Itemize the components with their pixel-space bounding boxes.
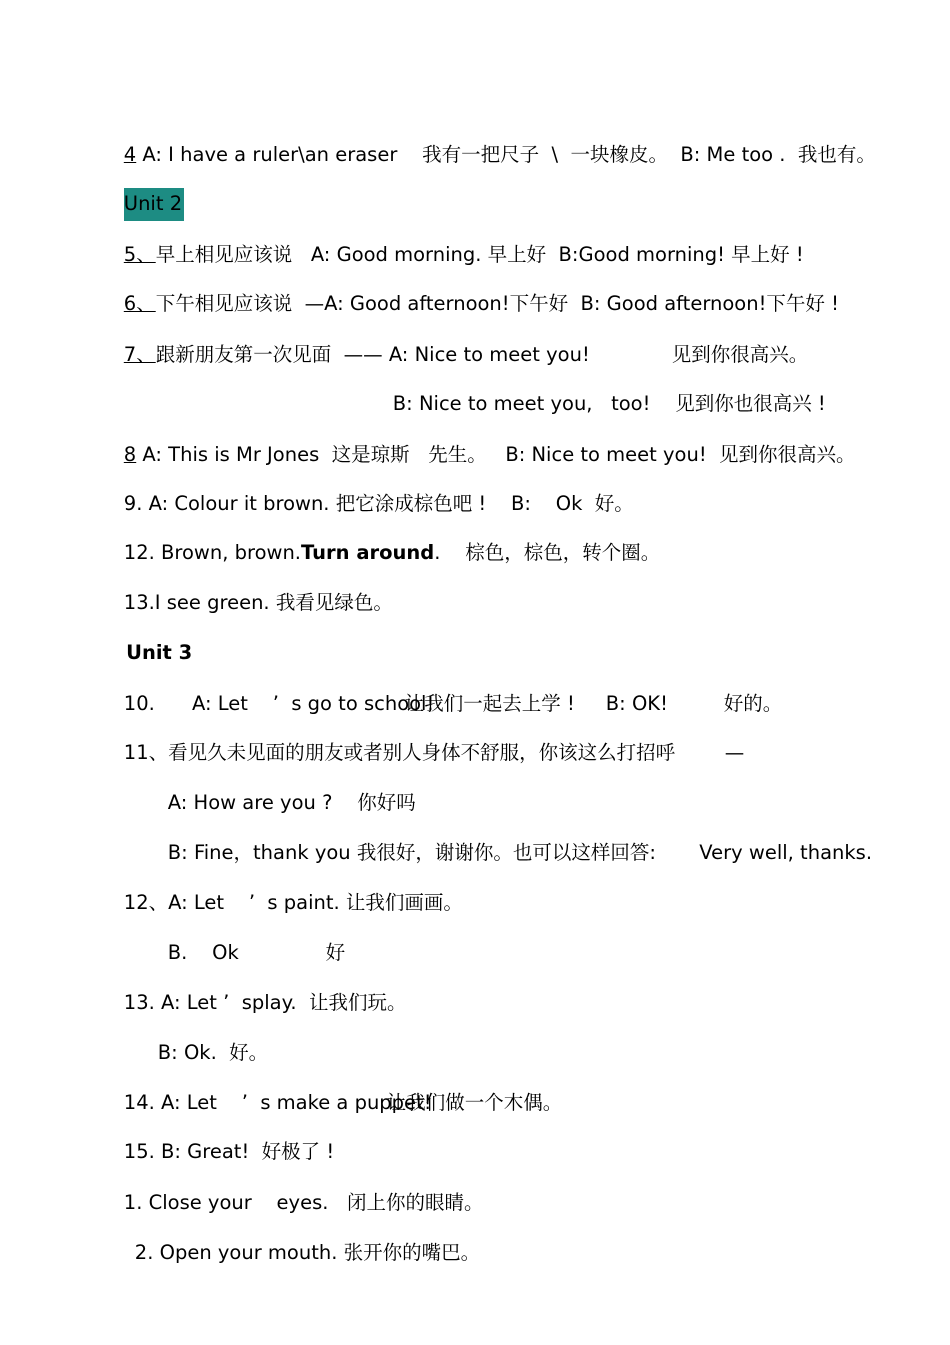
translation-text: 让我们一起去上学 ! B: OK! 好的。 xyxy=(404,692,783,715)
unit-2-label: Unit 2 xyxy=(124,188,184,221)
sentence-text: 12. Brown, brown. xyxy=(123,541,302,564)
item-number: 5、 xyxy=(123,243,156,266)
bold-phrase: Turn around xyxy=(301,541,435,564)
line-2-open-mouth xyxy=(110,1214,950,1292)
sentence-text: 12、A: Let ’ s paint. 让我们画画。 xyxy=(123,891,463,914)
sentence-text: . 棕色，棕色，转个圈。 xyxy=(434,541,661,564)
sentence-text: 14. A: Let ’ s make a puppet! xyxy=(123,1091,432,1114)
sentence-text: 1. Close your eyes. 闭上你的眼睛。 xyxy=(123,1191,484,1214)
sentence-text: 13.I see green. 我看见绿色。 xyxy=(123,591,393,614)
item-number: 4 xyxy=(123,143,137,166)
sentence-text: 下午相见应该说 —A: Good afternoon!下午好 B: Good afternoon!下午好 ! xyxy=(155,292,839,315)
sentence-text: 11、看见久未见面的朋友或者别人身体不舒服，你该这么打招呼 — xyxy=(123,741,745,764)
sentence-text: 早上相见应该说 A: Good morning. 早上好 B:Good morning! 早上好 ! xyxy=(155,243,804,266)
sentence-text: 9. A: Colour it brown. 把它涂成棕色吧 ! B: Ok 好。 xyxy=(123,492,634,515)
sentence-text: 15. B: Great! 好极了 ! xyxy=(123,1140,335,1163)
sentence-text: 2. Open your mouth. 张开你的嘴巴。 xyxy=(134,1241,481,1264)
sentence-text: 跟新朋友第一次见面 —— A: Nice to meet you! xyxy=(155,343,590,366)
translation-text: 见到你很高兴。 xyxy=(671,343,809,366)
item-number: 8 xyxy=(123,443,137,466)
sentence-text: 13. A: Let ’ splay. 让我们玩。 xyxy=(123,991,407,1014)
sentence-text: A: I have a ruler\an eraser 我有一把尺子 \ 一块橡皮。 B: Me too . 我也有。 xyxy=(136,143,876,166)
translation-text: 让我们做一个木偶。 xyxy=(386,1091,563,1114)
sentence-text: A: How are you ? 你好吗 xyxy=(167,791,416,814)
sentence-text: B. Ok 好 xyxy=(167,941,346,964)
unit-3-label: Unit 3 xyxy=(126,641,193,664)
sentence-text: A: This is Mr Jones 这是琼斯 先生。 B: Nice to meet you! 见到你很高兴。 xyxy=(136,443,856,466)
sentence-text: B: Nice to meet you, too! 见到你也很高兴 ! xyxy=(392,392,826,415)
item-number: 7、 xyxy=(123,343,156,366)
sentence-text: B: Fine，thank you 我很好，谢谢你。也可以这样回答: Very well, thanks. xyxy=(167,841,873,864)
sentence-text: B: Ok. 好。 xyxy=(157,1041,269,1064)
item-number: 6、 xyxy=(123,292,156,315)
sentence-text: 10. A: Let ’ s go to school! xyxy=(123,692,435,715)
